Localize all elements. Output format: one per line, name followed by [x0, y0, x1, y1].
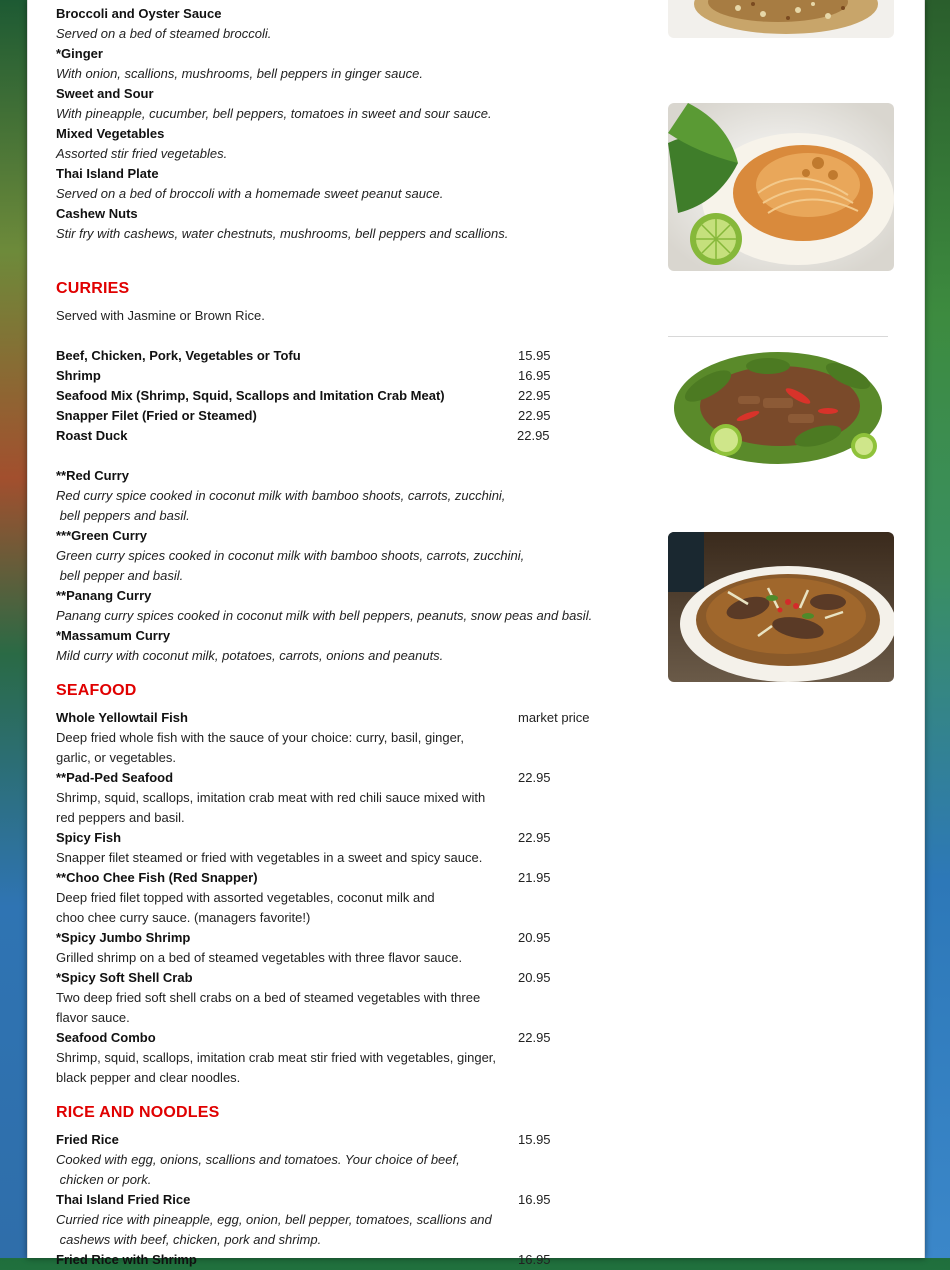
menu-item-desc: With onion, scallions, mushrooms, bell peppers in ginger sauce. — [56, 66, 423, 81]
menu-item-price: 20.95 — [518, 930, 551, 945]
menu-item-desc: Mild curry with coconut milk, potatoes, carrots, onions and peanuts. — [56, 648, 444, 663]
fried-rice-photo — [668, 0, 894, 38]
menu-item-desc: choo chee curry sauce. (managers favorite!) — [56, 910, 311, 925]
menu-item-desc: bell pepper and basil. — [56, 568, 184, 583]
menu-item-desc: Cooked with egg, onions, scallions and tomatoes. Your choice of beef, — [56, 1152, 460, 1167]
menu-item-name: **Red Curry — [56, 468, 129, 483]
menu-item-price: 22.95 — [518, 830, 551, 845]
curry-protein-name: Snapper Filet (Fried or Steamed) — [56, 408, 257, 423]
menu-item-desc: With pineapple, cucumber, bell peppers, tomatoes in sweet and sour sauce. — [56, 106, 492, 121]
menu-item-desc: Panang curry spices cooked in coconut milk with bell peppers, peanuts, snow peas and basil. — [56, 608, 593, 623]
menu-item-price: 20.95 — [518, 970, 551, 985]
menu-item-desc: Deep fried whole fish with the sauce of your choice: curry, basil, ginger, — [56, 730, 465, 745]
menu-item-price: 16.95 — [518, 1252, 551, 1267]
curry-protein-name: Seafood Mix (Shrimp, Squid, Scallops and Imitation Crab Meat) — [56, 388, 445, 403]
curry-protein-price: 16.95 — [518, 368, 551, 383]
menu-item-desc: Curried rice with pineapple, egg, onion, bell pepper, tomatoes, scallions and — [56, 1212, 492, 1227]
curry-protein-name: Roast Duck — [56, 428, 128, 443]
menu-item-name: Seafood Combo — [56, 1030, 156, 1045]
menu-item-desc: Deep fried filet topped with assorted vegetables, coconut milk and — [56, 890, 435, 905]
menu-item-name: **Choo Chee Fish (Red Snapper) — [56, 870, 258, 885]
pad-thai-photo — [668, 103, 894, 271]
menu-item-desc: Two deep fried soft shell crabs on a bed of steamed vegetables with three — [56, 990, 481, 1005]
menu-item-desc: Green curry spices cooked in coconut milk with bamboo shoots, carrots, zucchini, — [56, 548, 525, 563]
menu-item-price: market price — [518, 710, 590, 725]
menu-item-name: *Massamum Curry — [56, 628, 171, 643]
section-heading-rice-noodles: RICE AND NOODLES — [56, 1104, 220, 1121]
menu-item-name: **Pad-Ped Seafood — [56, 770, 174, 785]
menu-item-desc: garlic, or vegetables. — [56, 750, 176, 765]
menu-item-desc: Snapper filet steamed or fried with vegetables in a sweet and spicy sauce. — [56, 850, 483, 865]
menu-item-desc: Shrimp, squid, scallops, imitation crab meat stir fried with vegetables, ginger, — [56, 1050, 497, 1065]
menu-item-desc: flavor sauce. — [56, 1010, 130, 1025]
menu-item-name: Thai Island Fried Rice — [56, 1192, 191, 1207]
menu-item-name: Spicy Fish — [56, 830, 122, 845]
pho-soup-photo — [668, 532, 894, 682]
menu-item-name: *Spicy Soft Shell Crab — [56, 970, 193, 985]
curry-protein-price: 22.95 — [518, 408, 551, 423]
menu-item-name: Whole Yellowtail Fish — [56, 710, 188, 725]
menu-item-name: Cashew Nuts — [56, 206, 138, 221]
menu-item-name: Mixed Vegetables — [56, 126, 165, 141]
menu-item-desc: Assorted stir fried vegetables. — [56, 146, 228, 161]
menu-item-desc: Stir fry with cashews, water chestnuts, mushrooms, bell peppers and scallions. — [56, 226, 509, 241]
menu-item-price: 21.95 — [518, 870, 551, 885]
menu-item-price: 15.95 — [518, 1132, 551, 1147]
menu-item-desc: Served on a bed of broccoli with a homemade sweet peanut sauce. — [56, 186, 444, 201]
menu-item-desc: black pepper and clear noodles. — [56, 1070, 241, 1085]
curry-protein-price: 15.95 — [518, 348, 551, 363]
menu-item-name: ***Green Curry — [56, 528, 148, 543]
menu-item-price: 22.95 — [518, 770, 551, 785]
menu-item-name: Broccoli and Oyster Sauce — [56, 6, 222, 21]
menu-item-name: Sweet and Sour — [56, 86, 154, 101]
curry-protein-price: 22.95 — [517, 428, 550, 443]
curry-protein-price: 22.95 — [518, 388, 551, 403]
section-heading-curries: CURRIES — [56, 280, 130, 297]
menu-item-desc: bell peppers and basil. — [56, 508, 190, 523]
curry-protein-name: Shrimp — [56, 368, 101, 383]
menu-item-name: **Panang Curry — [56, 588, 152, 603]
menu-item-desc: chicken or pork. — [56, 1172, 152, 1187]
menu-item-desc: cashews with beef, chicken, pork and shrimp. — [56, 1232, 322, 1247]
menu-item-desc: Red curry spice cooked in coconut milk with bamboo shoots, carrots, zucchini, — [56, 488, 506, 503]
menu-item-price: 16.95 — [518, 1192, 551, 1207]
menu-item-name: Fried Rice — [56, 1132, 119, 1147]
menu-item-desc: Served on a bed of steamed broccoli. — [56, 26, 272, 41]
menu-item-name: Fried Rice with Shrimp — [56, 1252, 197, 1267]
section-note: Served with Jasmine or Brown Rice. — [56, 308, 265, 323]
menu-item-desc: Grilled shrimp on a bed of steamed vegetables with three flavor sauce. — [56, 950, 463, 965]
section-heading-seafood: SEAFOOD — [56, 682, 137, 699]
menu-item-name: *Spicy Jumbo Shrimp — [56, 930, 191, 945]
menu-panel — [27, 0, 925, 1267]
curry-protein-name: Beef, Chicken, Pork, Vegetables or Tofu — [56, 348, 301, 363]
menu-item-name: *Ginger — [56, 46, 103, 61]
beef-salad-photo — [668, 336, 888, 467]
menu-item-name: Thai Island Plate — [56, 166, 159, 181]
menu-item-desc: red peppers and basil. — [56, 810, 185, 825]
menu-item-desc: Shrimp, squid, scallops, imitation crab meat with red chili sauce mixed with — [56, 790, 486, 805]
menu-item-price: 22.95 — [518, 1030, 551, 1045]
